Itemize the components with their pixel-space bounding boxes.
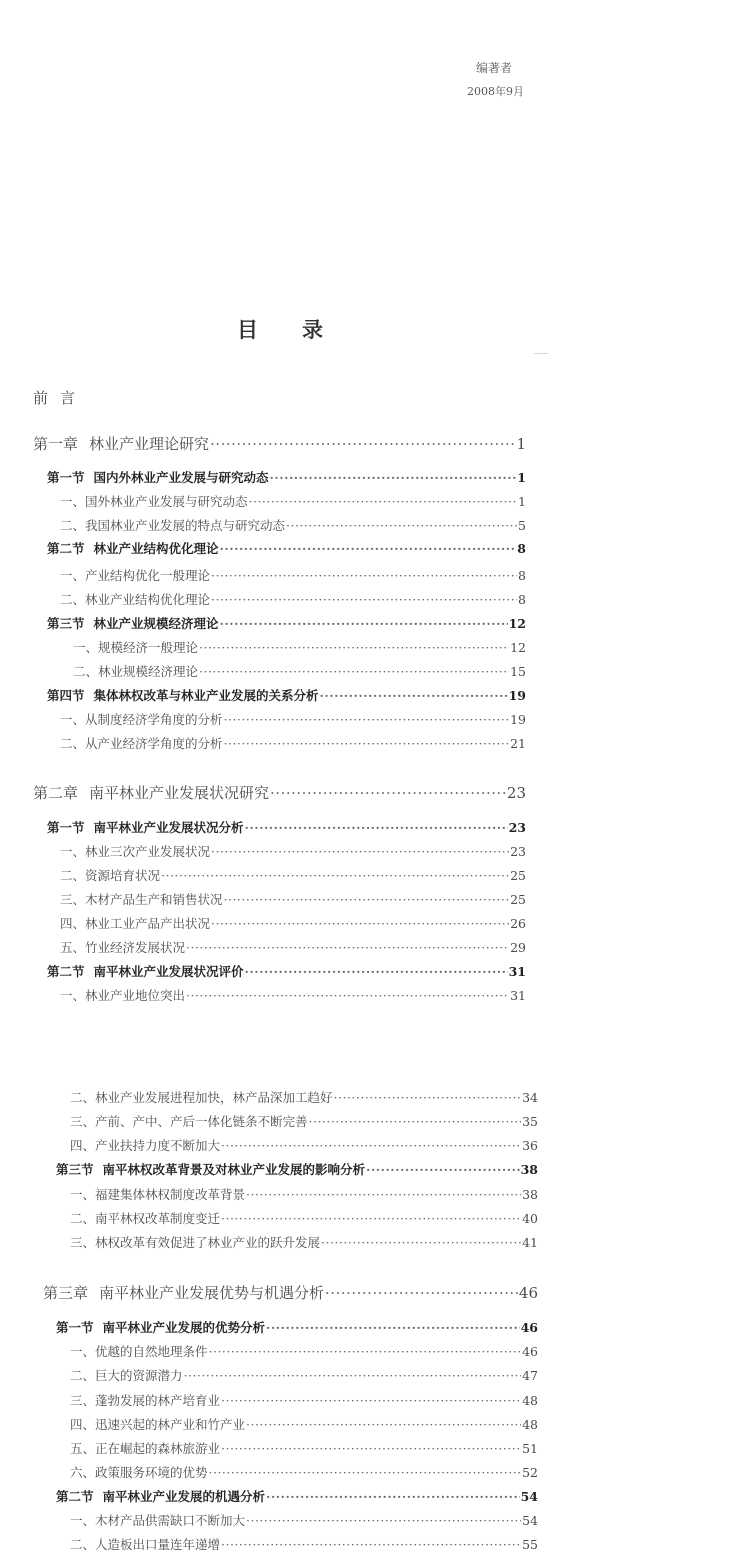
- toc-item-row[interactable]: [60, 938, 526, 956]
- toc-section-label: 第二节: [47, 541, 85, 556]
- toc-section-title: 集体林权改革与林业产业发展的关系分析: [93, 688, 319, 703]
- toc-item-title: 二、林业产业结构优化理论: [60, 592, 211, 607]
- toc-page-number: 25: [510, 892, 526, 907]
- toc-item-title: 一、林业三次产业发展状况: [60, 844, 211, 859]
- toc-page-number: 12: [508, 616, 526, 631]
- toc-item-title: 二、人造板出口量连年递增: [70, 1537, 221, 1552]
- dot-leader: [221, 1211, 521, 1225]
- toc-item-title: 二、我国林业产业发展的特点与研究动态: [60, 518, 286, 533]
- toc-item-title: 二、林业规模经济理论: [73, 664, 199, 679]
- toc-item-row[interactable]: [60, 890, 526, 908]
- toc-chapter-title: 林业产业理论研究: [89, 435, 210, 453]
- toc-page-number: 51: [522, 1441, 538, 1456]
- toc-item-row[interactable]: [70, 1535, 538, 1553]
- toc-section-label: 第三节: [56, 1162, 94, 1177]
- toc-item-title: 二、南平林权改革制度变迁: [70, 1211, 221, 1226]
- toc-section-row[interactable]: [47, 962, 526, 980]
- toc-page-number: 31: [508, 964, 526, 979]
- toc-page-number: 12: [510, 640, 526, 655]
- toc-title: 目录: [237, 317, 367, 342]
- dot-leader: [266, 1320, 520, 1334]
- dot-leader: [221, 1138, 521, 1152]
- toc-section-row[interactable]: [56, 1318, 538, 1336]
- toc-item-row[interactable]: [60, 566, 526, 584]
- toc-section-title: 南平林权改革背景及对林业产业发展的影响分析: [102, 1162, 366, 1177]
- toc-page-number: 23: [506, 784, 526, 802]
- dot-leader: [224, 712, 510, 726]
- dot-leader: [209, 1344, 522, 1358]
- toc-section-title: 南平林业产业发展的机遇分析: [102, 1489, 266, 1504]
- dot-leader: [211, 568, 517, 582]
- dot-leader: [210, 435, 515, 452]
- toc-page-number: 46: [520, 1320, 538, 1335]
- toc-item-row[interactable]: [70, 1439, 538, 1457]
- dot-leader: [221, 1537, 521, 1551]
- toc-item-row[interactable]: [60, 710, 526, 728]
- toc-chapter-label: 第二章: [33, 784, 79, 802]
- toc-section-row[interactable]: [47, 686, 526, 704]
- toc-page-number: 1: [518, 494, 526, 509]
- toc-page-number: 48: [522, 1393, 538, 1408]
- preface-entry[interactable]: 前言: [33, 389, 88, 407]
- toc-chapter-title: 南平林业产业发展状况研究: [89, 784, 270, 802]
- toc-page-number: 8: [517, 541, 526, 556]
- toc-page-number: 21: [510, 736, 526, 751]
- toc-page-number: 38: [522, 1187, 538, 1202]
- toc-item-row[interactable]: [70, 1366, 538, 1384]
- toc-chapter-row[interactable]: [33, 782, 526, 803]
- toc-page-number: 48: [522, 1417, 538, 1432]
- toc-item-row[interactable]: [73, 662, 526, 680]
- toc-section-title: 林业产业规模经济理论: [93, 616, 219, 631]
- dot-leader: [186, 988, 509, 1002]
- dot-leader: [245, 964, 508, 978]
- dot-leader: [245, 820, 508, 834]
- toc-item-title: 一、优越的自然地理条件: [70, 1344, 208, 1359]
- toc-item-row[interactable]: [70, 1185, 538, 1203]
- dot-leader: [309, 1114, 522, 1128]
- toc-item-title: 六、政策服务环境的优势: [70, 1465, 208, 1480]
- toc-page-number: 23: [510, 844, 526, 859]
- toc-page-number: 35: [522, 1114, 538, 1129]
- toc-section-label: 第二节: [47, 964, 85, 979]
- toc-page-number: 54: [522, 1513, 538, 1528]
- toc-page-number: 8: [518, 568, 526, 583]
- toc-item-title: 五、正在崛起的森林旅游业: [70, 1441, 221, 1456]
- toc-chapter-label: 第三章: [43, 1284, 89, 1302]
- toc-page-number: 29: [510, 940, 526, 955]
- toc-section-row[interactable]: [56, 1160, 538, 1178]
- toc-chapter-title: 南平林业产业发展优势与机遇分析: [99, 1284, 325, 1302]
- dot-leader: [199, 664, 509, 678]
- toc-item-title: 三、产前、产中、产后一体化链条不断完善: [70, 1114, 308, 1129]
- toc-item-title: 一、福建集体林权制度改革背景: [70, 1187, 246, 1202]
- toc-section-label: 第三节: [47, 616, 85, 631]
- toc-section-row[interactable]: [47, 468, 526, 486]
- toc-item-row[interactable]: [60, 590, 526, 608]
- dot-leader: [334, 1090, 522, 1104]
- toc-item-title: 一、产业结构优化一般理论: [60, 568, 211, 583]
- dot-leader: [224, 736, 510, 750]
- toc-item-row[interactable]: [70, 1136, 538, 1154]
- toc-item-title: 三、林权改革有效促进了林业产业的跃升发展: [70, 1235, 321, 1250]
- toc-item-title: 三、木材产品生产和销售状况: [60, 892, 223, 907]
- toc-item-row[interactable]: [70, 1415, 538, 1433]
- dot-leader: [184, 1368, 522, 1382]
- dot-leader: [221, 1393, 521, 1407]
- toc-item-title: 四、迅速兴起的林产业和竹产业: [70, 1417, 246, 1432]
- toc-section-label: 第一节: [56, 1320, 94, 1335]
- toc-item-row[interactable]: [70, 1391, 538, 1409]
- toc-item-title: 一、木材产品供需缺口不断加大: [70, 1513, 246, 1528]
- toc-item-title: 二、林业产业发展进程加快，林产品深加工趋好: [70, 1090, 333, 1105]
- toc-section-title: 南平林业产业发展的优势分析: [102, 1320, 266, 1335]
- scan-mark: [534, 353, 548, 354]
- toc-item-title: 五、竹业经济发展状况: [60, 940, 186, 955]
- toc-section-title: 南平林业产业发展状况分析: [93, 820, 244, 835]
- toc-page-number: 54: [520, 1489, 538, 1504]
- toc-page-number: 40: [522, 1211, 538, 1226]
- toc-page-number: 46: [522, 1344, 538, 1359]
- toc-page-number: 8: [518, 592, 526, 607]
- toc-item-row[interactable]: [60, 866, 526, 884]
- toc-item-row[interactable]: [70, 1088, 538, 1106]
- dot-leader: [270, 784, 506, 801]
- toc-chapter-row[interactable]: [43, 1282, 538, 1303]
- toc-item-title: 一、规模经济一般理论: [73, 640, 199, 655]
- toc-item-title: 一、国外林业产业发展与研究动态: [60, 494, 248, 509]
- toc-item-row[interactable]: [60, 516, 526, 534]
- dot-leader: [161, 868, 509, 882]
- toc-page-number: 19: [510, 712, 526, 727]
- toc-item-title: 四、林业工业产品产出状况: [60, 916, 211, 931]
- dot-leader: [211, 916, 509, 930]
- toc-item-row[interactable]: [60, 842, 526, 860]
- toc-item-row[interactable]: [70, 1463, 538, 1481]
- dot-leader: [186, 940, 509, 954]
- toc-item-title: 二、从产业经济学角度的分析: [60, 736, 223, 751]
- dot-leader: [246, 1513, 521, 1527]
- toc-page-number: 5: [518, 518, 526, 533]
- toc-item-row[interactable]: [60, 986, 526, 1004]
- dot-leader: [286, 518, 517, 532]
- dot-leader: [366, 1162, 520, 1176]
- toc-section-row[interactable]: [47, 614, 526, 632]
- toc-page-number: 25: [510, 868, 526, 883]
- toc-page-number: 26: [510, 916, 526, 931]
- toc-section-title: 南平林业产业发展状况评价: [93, 964, 244, 979]
- toc-page-number: 52: [522, 1465, 538, 1480]
- toc-chapter-label: 第一章: [33, 435, 79, 453]
- toc-item-row[interactable]: [73, 638, 526, 656]
- toc-page-number: 55: [522, 1537, 538, 1552]
- toc-item-title: 一、从制度经济学角度的分析: [60, 712, 223, 727]
- dot-leader: [325, 1284, 518, 1301]
- dot-leader: [199, 640, 509, 654]
- dot-leader: [220, 616, 508, 630]
- toc-item-title: 三、蓬勃发展的林产培育业: [70, 1393, 221, 1408]
- toc-section-title: 林业产业结构优化理论: [93, 541, 219, 556]
- dot-leader: [266, 1489, 520, 1503]
- toc-page-number: 31: [510, 988, 526, 1003]
- toc-page-number: 19: [508, 688, 526, 703]
- dot-leader: [249, 494, 518, 508]
- toc-item-title: 四、产业扶持力度不断加大: [70, 1138, 221, 1153]
- toc-item-row[interactable]: [60, 734, 526, 752]
- dot-leader: [211, 844, 509, 858]
- dot-leader: [224, 892, 510, 906]
- dot-leader: [270, 470, 517, 484]
- toc-item-row[interactable]: [70, 1342, 538, 1360]
- toc-section-row[interactable]: [47, 818, 526, 836]
- dot-leader: [321, 1235, 521, 1249]
- date-label: 2008年9月: [467, 85, 524, 98]
- dot-leader: [246, 1187, 521, 1201]
- toc-item-row[interactable]: [70, 1233, 538, 1251]
- toc-item-title: 一、林业产业地位突出: [60, 988, 186, 1003]
- toc-page-number: 47: [522, 1368, 538, 1383]
- toc-section-title: 国内外林业产业发展与研究动态: [93, 470, 269, 485]
- toc-item-row[interactable]: [70, 1112, 538, 1130]
- toc-section-row[interactable]: [56, 1487, 538, 1505]
- toc-section-row[interactable]: [47, 539, 526, 557]
- dot-leader: [221, 1441, 521, 1455]
- toc-item-title: 二、资源培育状况: [60, 868, 161, 883]
- toc-section-label: 第四节: [47, 688, 85, 703]
- toc-page-number: 34: [522, 1090, 538, 1105]
- toc-item-row[interactable]: [70, 1511, 538, 1529]
- toc-page-number: 36: [522, 1138, 538, 1153]
- toc-page-number: 1: [516, 435, 526, 453]
- toc-item-title: 二、巨大的资源潜力: [70, 1368, 183, 1383]
- toc-section-label: 第二节: [56, 1489, 94, 1504]
- toc-page-number: 41: [522, 1235, 538, 1250]
- dot-leader: [246, 1417, 521, 1431]
- dot-leader: [211, 592, 517, 606]
- toc-item-row[interactable]: [60, 914, 526, 932]
- toc-section-label: 第一节: [47, 820, 85, 835]
- dot-leader: [220, 541, 517, 555]
- author-label: 编著者: [476, 61, 513, 75]
- toc-page-number: 1: [517, 470, 526, 485]
- dot-leader: [320, 688, 508, 702]
- toc-page-number: 46: [518, 1284, 538, 1302]
- toc-page-number: 38: [520, 1162, 538, 1177]
- toc-section-label: 第一节: [47, 470, 85, 485]
- toc-item-row[interactable]: [60, 492, 526, 510]
- toc-page-number: 15: [510, 664, 526, 679]
- dot-leader: [209, 1465, 522, 1479]
- toc-item-row[interactable]: [70, 1209, 538, 1227]
- toc-chapter-row[interactable]: [33, 433, 526, 454]
- toc-page-number: 23: [508, 820, 526, 835]
